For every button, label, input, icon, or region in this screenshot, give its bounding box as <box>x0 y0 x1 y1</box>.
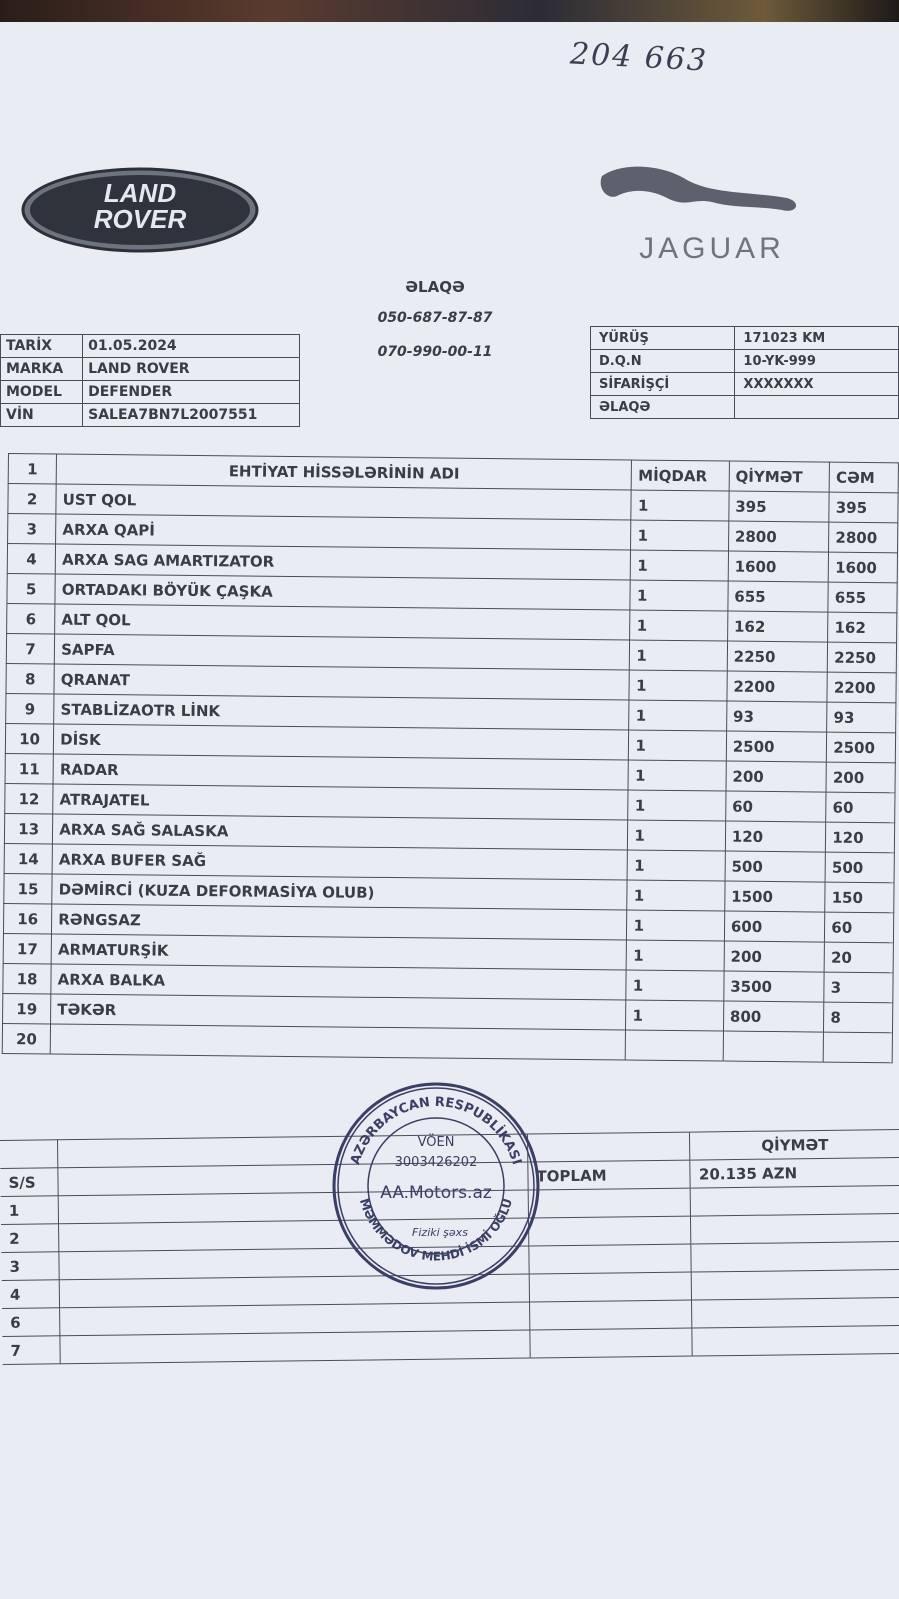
cell-sum: 162 <box>828 612 897 643</box>
svg-text:ROVER: ROVER <box>93 204 187 234</box>
cell-qty: 1 <box>627 940 725 971</box>
cell-qty: 1 <box>626 1000 724 1031</box>
cell-sum: 2250 <box>828 642 897 673</box>
col-name-header: EHTİYAT HİSSƏLƏRİNİN ADI <box>56 454 632 490</box>
parts-body <box>2 484 898 1063</box>
total-label: TOPLAM <box>528 1160 691 1190</box>
cell-qty: 1 <box>627 850 725 881</box>
cell-sum: 2500 <box>827 732 896 763</box>
cell-num: 20 <box>2 1023 50 1054</box>
info-label: TARİX <box>1 335 83 358</box>
cell-qty: 1 <box>628 820 726 851</box>
summary-row-num: 2 <box>1 1224 59 1253</box>
cell-qty: 1 <box>631 520 729 551</box>
contact-header: ƏLAQƏ <box>405 278 465 296</box>
cell-price <box>723 1031 824 1062</box>
col-qty-header: MİQDAR <box>632 460 730 491</box>
cell-name: ALT QOL <box>55 604 631 640</box>
col-sum-header: CƏM <box>829 462 898 493</box>
cell-sum: 150 <box>825 882 894 913</box>
info-value: DEFENDER <box>83 381 300 404</box>
info-label: D.Q.N <box>591 350 735 373</box>
info-value: 171023 KM <box>735 327 899 350</box>
info-row <box>591 350 899 373</box>
cell-price: 1600 <box>728 551 829 582</box>
cell-num: 10 <box>5 723 53 754</box>
contact-block <box>360 278 510 378</box>
contact-phone-1: 050-687-87-87 <box>377 310 493 326</box>
stamp-company: AA.Motors.az <box>380 1183 492 1203</box>
stamp-outer-top: AZƏRBAYCAN RESPUBLİKASI <box>348 1094 524 1167</box>
info-row <box>591 327 899 350</box>
order-info-table <box>590 326 899 419</box>
summary-row-num: 4 <box>2 1280 60 1309</box>
cell-num: 12 <box>5 783 53 814</box>
cell-sum: 20 <box>824 942 893 973</box>
cell-price: 93 <box>726 701 827 732</box>
cell-qty: 1 <box>627 880 725 911</box>
cell-num: 5 <box>7 573 55 604</box>
cell-sum: 200 <box>826 762 895 793</box>
cell-name: RADAR <box>53 754 629 790</box>
cell-qty: 1 <box>631 490 729 521</box>
cell-price: 162 <box>727 611 828 642</box>
cell-sum: 395 <box>829 492 898 523</box>
cell-price: 1500 <box>725 881 826 912</box>
stamp-outer-bottom: MƏMMƏDOV MEHDİ İSMİ OĞLU <box>356 1196 516 1264</box>
cell-num: 3 <box>8 514 56 545</box>
cell-name: ARXA SAG AMARTIZATOR <box>55 544 631 580</box>
info-value: XXXXXXX <box>735 373 899 396</box>
cell-num: 2 <box>8 484 56 515</box>
cell-price: 200 <box>726 761 827 792</box>
cell-sum: 93 <box>827 702 896 733</box>
info-value: 10-YK-999 <box>735 350 899 373</box>
stamp-type: Fiziki şəxs <box>412 1226 468 1239</box>
info-row <box>591 396 899 419</box>
cell-price: 655 <box>728 581 829 612</box>
cell-qty: 1 <box>631 550 729 581</box>
cell-name: ARXA BALKA <box>51 964 627 1000</box>
cell-qty: 1 <box>630 580 728 611</box>
summary-price-header: QİYMƏT <box>690 1130 899 1161</box>
land-rover-logo <box>20 166 260 254</box>
cell-price: 395 <box>729 491 830 522</box>
cell-price: 500 <box>725 851 826 882</box>
svg-text:LAND: LAND <box>103 178 177 208</box>
cell-num: 14 <box>4 843 52 874</box>
summary-row-num: 3 <box>1 1252 59 1281</box>
cell-sum: 60 <box>826 792 895 823</box>
cell-name: STABLİZAOTR LİNK <box>54 694 630 730</box>
info-value <box>735 396 899 419</box>
cell-price: 200 <box>724 941 825 972</box>
summary-row-num: 6 <box>2 1308 60 1337</box>
cell-num: 4 <box>7 544 55 575</box>
info-label: SİFARİŞÇİ <box>591 373 735 396</box>
cell-num: 7 <box>6 633 54 664</box>
col-num-header: 1 <box>8 454 56 485</box>
info-row <box>1 381 300 404</box>
info-value: 01.05.2024 <box>83 335 300 358</box>
cell-sum: 1600 <box>828 552 897 583</box>
cell-price: 2500 <box>726 731 827 762</box>
cell-num: 16 <box>3 903 51 934</box>
info-row <box>1 335 300 358</box>
info-row <box>1 404 300 427</box>
cell-name: ATRAJATEL <box>53 784 629 820</box>
cell-price: 3500 <box>724 971 825 1002</box>
cell-price: 120 <box>725 821 826 852</box>
summary-row-num: 1 <box>1 1196 59 1225</box>
cell-name: DƏMİRCİ (KUZA DEFORMASİYA OLUB) <box>52 874 628 910</box>
cell-name: ARXA BUFER SAĞ <box>52 844 628 880</box>
handwritten-number: 204 663 <box>569 36 709 79</box>
info-label: ƏLAQƏ <box>591 396 735 419</box>
cell-name: RƏNGSAZ <box>52 904 628 940</box>
svg-text:JAGUAR: JAGUAR <box>639 232 785 265</box>
cell-name: ARMATURŞİK <box>51 934 627 970</box>
cell-sum: 60 <box>825 912 894 943</box>
info-label: YÜRÜŞ <box>591 327 735 350</box>
cell-sum: 120 <box>826 822 895 853</box>
company-stamp <box>330 1080 542 1292</box>
background-fabric <box>0 0 899 22</box>
cell-qty: 1 <box>629 670 727 701</box>
cell-num: 9 <box>6 693 54 724</box>
cell-num: 15 <box>4 873 52 904</box>
cell-name: SAPFA <box>54 634 630 670</box>
contact-phone-2: 070-990-00-11 <box>377 344 493 360</box>
col-price-header: QİYMƏT <box>729 461 830 492</box>
jaguar-logo <box>592 158 832 268</box>
cell-num: 8 <box>6 663 54 694</box>
stamp-voen-number: 3003426202 <box>394 1155 478 1170</box>
cell-name: ARXA QAPİ <box>56 514 632 550</box>
cell-num: 6 <box>7 603 55 634</box>
cell-qty <box>626 1030 724 1061</box>
ss-label: S/S <box>0 1168 58 1197</box>
summary-row-num: 7 <box>2 1336 60 1365</box>
cell-qty: 1 <box>626 970 724 1001</box>
cell-qty: 1 <box>629 730 727 761</box>
cell-num: 13 <box>4 813 52 844</box>
cell-name: DİSK <box>54 724 630 760</box>
info-row <box>591 373 899 396</box>
info-row <box>1 358 300 381</box>
cell-price: 60 <box>725 791 826 822</box>
cell-price: 2250 <box>727 641 828 672</box>
cell-sum: 3 <box>824 972 893 1003</box>
total-value: 20.135 AZN <box>690 1158 899 1189</box>
cell-qty: 1 <box>629 700 727 731</box>
cell-name: UST QOL <box>56 484 632 520</box>
cell-price: 600 <box>724 911 825 942</box>
parts-table <box>2 453 899 1063</box>
cell-qty: 1 <box>630 610 728 641</box>
cell-sum: 655 <box>828 582 897 613</box>
cell-sum: 2200 <box>827 672 896 703</box>
cell-qty: 1 <box>627 910 725 941</box>
cell-name <box>50 1024 626 1060</box>
cell-name: ARXA SAĞ SALASKA <box>53 814 629 850</box>
cell-name: TƏKƏR <box>51 994 627 1030</box>
info-label: MODEL <box>1 381 83 404</box>
info-value: LAND ROVER <box>83 358 300 381</box>
cell-sum <box>823 1032 892 1063</box>
vehicle-info-table <box>0 334 300 427</box>
cell-sum: 2800 <box>829 522 898 553</box>
info-label: MARKA <box>1 358 83 381</box>
info-value: SALEA7BN7L2007551 <box>83 404 300 427</box>
cell-price: 800 <box>723 1001 824 1032</box>
cell-num: 18 <box>3 963 51 994</box>
cell-qty: 1 <box>628 790 726 821</box>
cell-num: 19 <box>3 993 51 1024</box>
cell-num: 17 <box>3 933 51 964</box>
cell-sum: 8 <box>824 1002 893 1033</box>
cell-name: ORTADAKI BÖYÜK ÇAŞKA <box>55 574 631 610</box>
stamp-voen: VÖEN <box>417 1135 455 1150</box>
info-label: VİN <box>1 404 83 427</box>
cell-num: 11 <box>5 753 53 784</box>
cell-qty: 1 <box>628 760 726 791</box>
cell-price: 2800 <box>728 521 829 552</box>
cell-name: QRANAT <box>54 664 630 700</box>
cell-sum: 500 <box>825 852 894 883</box>
cell-qty: 1 <box>630 640 728 671</box>
cell-price: 2200 <box>727 671 828 702</box>
